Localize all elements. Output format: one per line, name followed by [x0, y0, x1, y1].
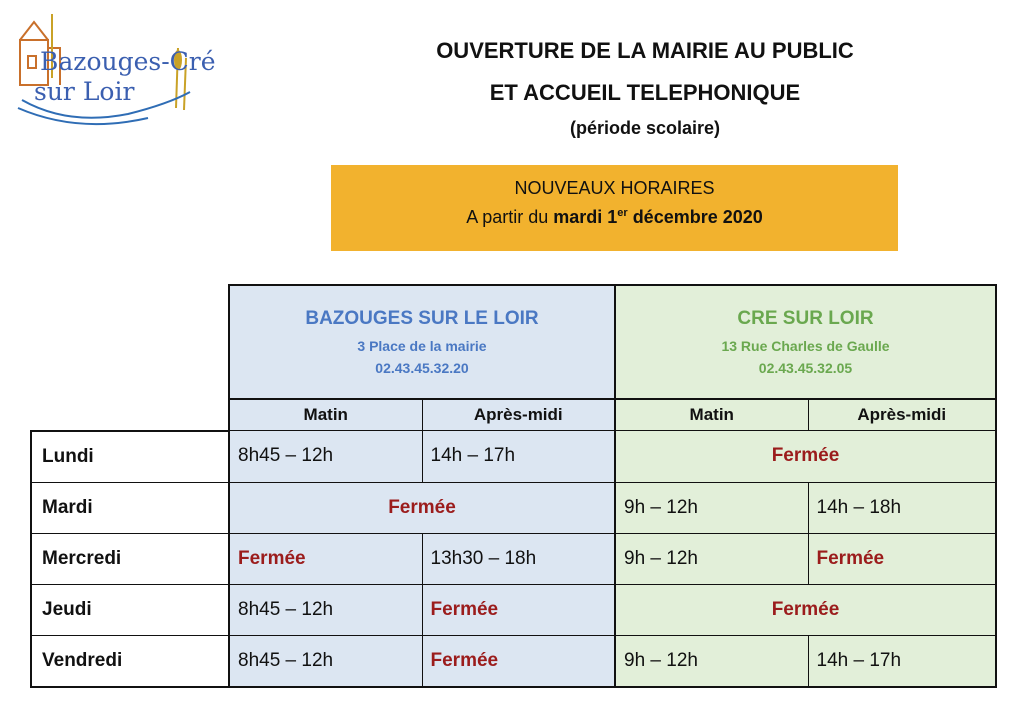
hours-cell: 9h – 12h	[615, 533, 808, 584]
page-title-line1: OUVERTURE DE LA MAIRIE AU PUBLIC	[436, 38, 854, 63]
site-header-cre	[615, 285, 996, 399]
period-header-row	[31, 399, 996, 431]
col-header-bazouges-afternoon: Après-midi	[422, 399, 615, 431]
hours-cell: 9h – 12h	[615, 482, 808, 533]
town-logo	[8, 8, 216, 133]
site-name-bazouges: BAZOUGES SUR LE LOIR	[305, 308, 539, 329]
hours-cell: 14h – 18h	[808, 482, 996, 533]
closed-cell: Fermée	[229, 533, 422, 584]
opening-hours-table	[30, 284, 997, 688]
banner-heading: NOUVEAUX HORAIRES	[514, 178, 715, 198]
table-row	[31, 533, 996, 584]
site-address-bazouges: 3 Place de la mairie	[357, 338, 487, 354]
site-address-cre: 13 Rue Charles de Gaulle	[721, 338, 890, 354]
closed-cell: Fermée	[422, 584, 615, 635]
hours-cell: 14h – 17h	[422, 431, 615, 483]
banner-date-sup: er	[617, 207, 628, 219]
day-label: Mardi	[31, 482, 229, 533]
new-hours-banner	[331, 165, 898, 251]
banner-date-day: mardi 1	[553, 207, 618, 227]
banner-date	[331, 207, 898, 228]
closed-cell: Fermée	[229, 482, 615, 533]
closed-cell: Fermée	[808, 533, 996, 584]
table-corner-2	[31, 399, 229, 431]
table-row	[31, 635, 996, 687]
page-subtitle: (période scolaire)	[569, 118, 721, 138]
hours-cell: 8h45 – 12h	[229, 431, 422, 483]
site-header-row	[31, 285, 996, 399]
closed-cell: Fermée	[615, 584, 996, 635]
closed-cell: Fermée	[422, 635, 615, 687]
site-header-bazouges	[229, 285, 615, 399]
day-label: Mercredi	[31, 533, 229, 584]
table-row	[31, 584, 996, 635]
hours-cell: 8h45 – 12h	[229, 635, 422, 687]
table-row	[31, 482, 996, 533]
banner-date-prefix: A partir du	[466, 207, 554, 227]
hours-cell: 8h45 – 12h	[229, 584, 422, 635]
hours-cell: 14h – 17h	[808, 635, 996, 687]
col-header-cre-morning: Matin	[615, 399, 808, 431]
site-phone-bazouges: 02.43.45.32.20	[375, 360, 469, 376]
site-name-cre: CRE SUR LOIR	[737, 308, 874, 329]
day-label: Lundi	[31, 431, 229, 483]
logo-text-line1: Bazouges-Cré	[40, 47, 216, 76]
day-label: Jeudi	[31, 584, 229, 635]
col-header-cre-afternoon: Après-midi	[808, 399, 996, 431]
closed-cell: Fermée	[615, 431, 996, 483]
table-row	[31, 431, 996, 483]
page-title-line2: ET ACCUEIL TELEPHONIQUE	[489, 80, 801, 105]
hours-cell: 13h30 – 18h	[422, 533, 615, 584]
col-header-bazouges-morning: Matin	[229, 399, 422, 431]
table-corner	[31, 285, 229, 399]
logo-text-line2: sur Loir	[34, 77, 135, 106]
hours-cell: 9h – 12h	[615, 635, 808, 687]
day-label: Vendredi	[31, 635, 229, 687]
banner-date-rest: décembre 2020	[627, 207, 763, 227]
site-phone-cre: 02.43.45.32.05	[758, 360, 853, 376]
